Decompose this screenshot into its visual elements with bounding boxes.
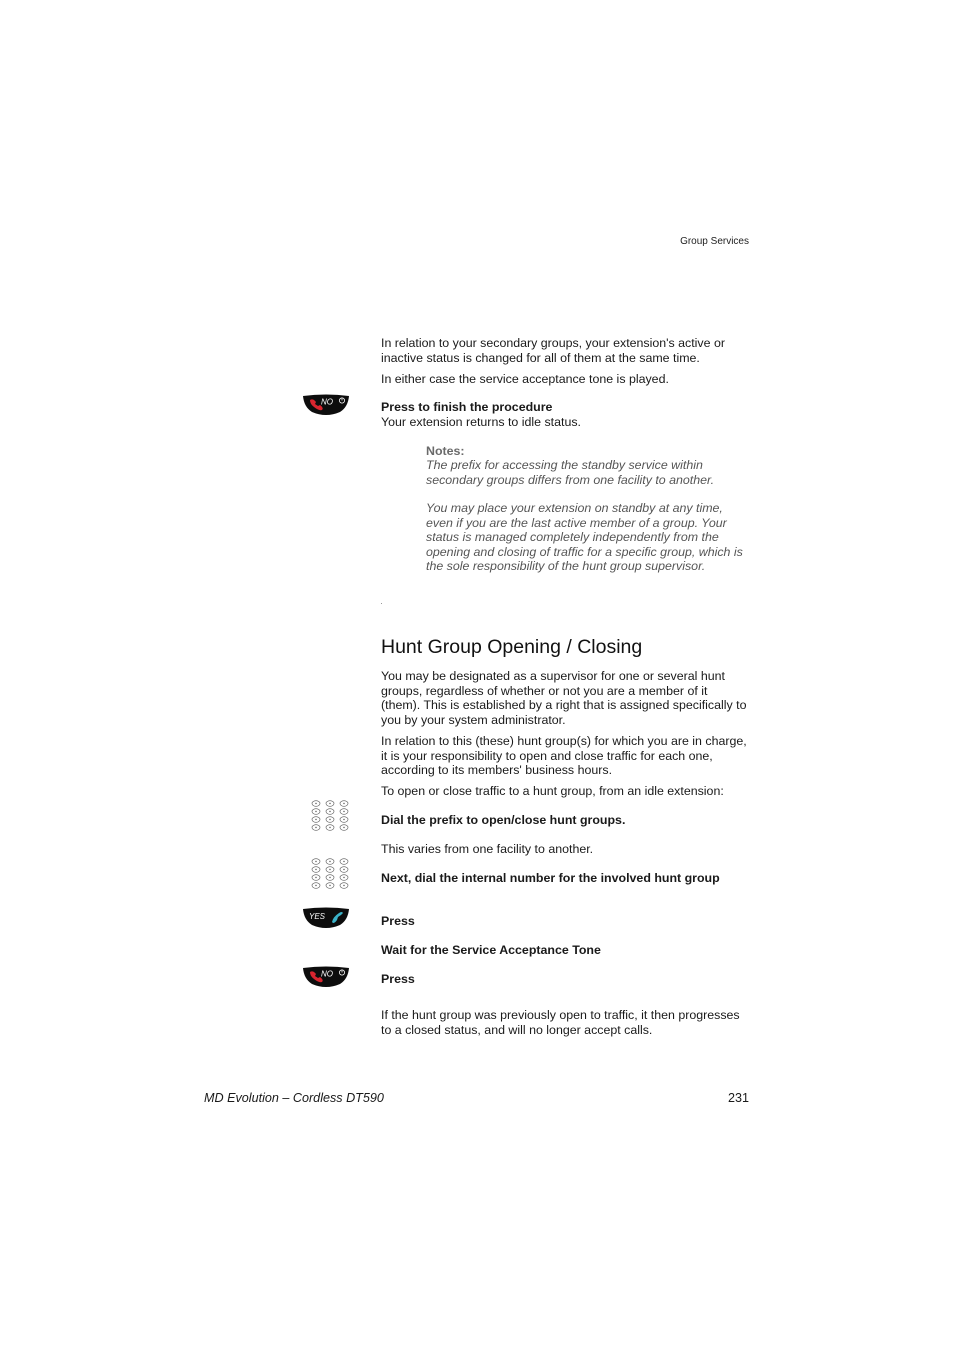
step-dial-prefix: Dial the prefix to open/close hunt groups. (381, 813, 626, 827)
svg-text:NO: NO (321, 969, 333, 979)
intro-paragraph-1: In relation to your secondary groups, your extension's active or inactive status is changed for all of them at the same time. (381, 336, 725, 365)
step-wait-tone: Wait for the Service Acceptance Tone (381, 943, 601, 957)
step-dial-number: Next, dial the internal number for the involved hunt group (381, 871, 720, 885)
step-finish-result: Your extension returns to idle status. (381, 415, 581, 429)
no-key-icon (302, 966, 350, 988)
step-press-no: Press (381, 972, 415, 986)
footer-product: MD Evolution – Cordless DT590 (204, 1091, 384, 1105)
stray-dot (381, 603, 382, 604)
svg-text:YES: YES (309, 912, 326, 921)
section-paragraph-2: In relation to this (these) hunt group(s) for which you are in charge, it is your responsibility to open and close traffic for each one, according to its members' business hours. (381, 734, 747, 778)
section-paragraph-1: You may be designated as a supervisor for one or several hunt groups, regardless of whether or not you are a member of it (them). This is established by a right that is assigned specifically to you by your system administrator. (381, 669, 747, 727)
running-header: Group Services (680, 236, 749, 247)
no-key-icon (302, 394, 350, 416)
intro-paragraph-2: In either case the service acceptance tone is played. (381, 372, 669, 386)
step-finish-instruction: Press to finish the procedure (381, 400, 553, 414)
svg-text:NO: NO (321, 397, 333, 407)
note-2: You may place your extension on standby at any time, even if you are the last active member of a group. Your status is managed completely independently from the opening and closing of traffic for a specific group, which is the sole responsibility of the hunt group supervisor. (426, 501, 743, 574)
section-title: Hunt Group Opening / Closing (381, 636, 643, 658)
step-varies-note: This varies from one facility to another. (381, 842, 594, 856)
note-1: The prefix for accessing the standby service within secondary groups differs from one facility to another. (426, 458, 715, 487)
keypad-icon (309, 800, 351, 832)
yes-key-icon (302, 907, 350, 929)
keypad-icon (309, 858, 351, 890)
section-paragraph-3: To open or close traffic to a hunt group, from an idle extension: (381, 784, 724, 798)
notes-title: Notes: (426, 444, 465, 458)
closing-paragraph: If the hunt group was previously open to traffic, it then progresses to a closed status, and will no longer accept calls. (381, 1008, 740, 1037)
footer-page-number: 231 (727, 1091, 749, 1105)
step-press-yes: Press (381, 914, 415, 928)
